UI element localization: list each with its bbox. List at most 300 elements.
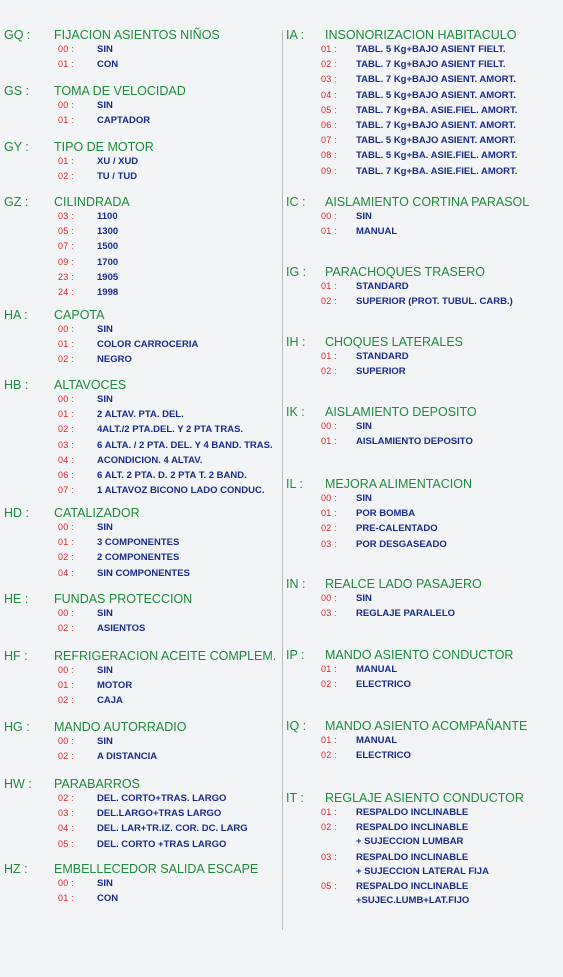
- option-group: [283, 477, 563, 552]
- option-code: 04 :: [58, 823, 74, 834]
- option-label: DEL. LAR+TR.IZ. COR. DC. LARG: [97, 823, 248, 835]
- section-code: GS :: [4, 84, 30, 98]
- option-row: [0, 734, 282, 749]
- section-heading: [283, 195, 563, 209]
- section-code: IC :: [286, 195, 306, 209]
- option-label: SUPERIOR: [356, 366, 406, 378]
- section-code: IA :: [286, 28, 305, 42]
- option-code: 03 :: [321, 538, 337, 549]
- option-row: [0, 693, 282, 708]
- option-code: 03 :: [321, 74, 337, 85]
- section-title: REFRIGERACION ACEITE COMPLEM.: [54, 649, 277, 663]
- option-row: [283, 434, 563, 449]
- option-row: [283, 164, 563, 179]
- option-code: 02 :: [58, 424, 74, 435]
- option-row: [0, 606, 282, 621]
- option-row: [283, 224, 563, 239]
- option-row: [283, 591, 563, 606]
- option-code: 23 :: [58, 271, 74, 282]
- option-code: 01 :: [321, 436, 337, 447]
- section-heading: [0, 649, 282, 663]
- option-row: [283, 148, 563, 163]
- option-row: [283, 748, 563, 763]
- option-label: + SUJECCION LUMBAR: [356, 836, 464, 848]
- option-label: + SUJECCION LATERAL FIJA: [356, 865, 489, 877]
- option-code: 04 :: [58, 454, 74, 465]
- option-label: CON: [97, 893, 119, 905]
- section-title: TOMA DE VELOCIDAD: [54, 84, 186, 98]
- option-code: 00 :: [58, 394, 74, 404]
- section-heading: [0, 28, 282, 42]
- option-code: 00 :: [58, 324, 74, 334]
- option-code: 02 :: [58, 623, 74, 634]
- section-title: CILINDRADA: [54, 195, 130, 209]
- option-label: SIN: [356, 421, 372, 432]
- section-heading: [0, 84, 282, 98]
- section-code: GZ :: [4, 195, 29, 209]
- section-heading: [283, 265, 563, 279]
- option-group: [0, 649, 282, 709]
- section-heading: [283, 477, 563, 491]
- option-label: ELECTRICO: [356, 750, 411, 762]
- section-title: REGLAJE ASIENTO CONDUCTOR: [325, 791, 524, 805]
- option-row: [0, 468, 282, 483]
- section-code: IH :: [286, 335, 306, 349]
- option-label: SIN: [97, 394, 113, 405]
- option-group: [0, 195, 282, 300]
- option-label: SIN: [97, 665, 113, 676]
- option-row: [0, 891, 282, 906]
- option-label: STANDARD: [356, 281, 409, 292]
- option-label: 1905: [97, 271, 119, 283]
- option-label: DEL. CORTO +TRAS LARGO: [97, 838, 227, 850]
- section-heading: [283, 28, 563, 42]
- option-label: 1100: [97, 211, 118, 222]
- option-row: [283, 879, 563, 894]
- section-code: HF :: [4, 649, 28, 663]
- section-heading: [0, 378, 282, 392]
- option-row: [0, 876, 282, 891]
- option-row: [283, 850, 563, 865]
- option-row: [0, 98, 282, 113]
- section-code: IG :: [286, 265, 307, 279]
- option-group: [0, 720, 282, 764]
- option-row: [0, 821, 282, 836]
- option-label: MANUAL: [356, 226, 398, 238]
- option-label: TABL. 7 Kg+BA. ASIE.FIEL. AMORT.: [356, 165, 518, 177]
- section-title: INSONORIZACION HABITACULO: [325, 28, 517, 42]
- option-row: [0, 438, 282, 453]
- option-code: 02 :: [321, 296, 337, 307]
- option-code: 01 :: [321, 508, 337, 519]
- option-label: 1998: [97, 287, 119, 299]
- option-label: RESPALDO INCLINABLE: [356, 881, 469, 893]
- section-code: IL :: [286, 477, 303, 491]
- section-code: HG :: [4, 720, 30, 734]
- option-code: 01 :: [58, 115, 74, 126]
- option-row: [283, 279, 563, 294]
- option-label: POR BOMBA: [356, 508, 416, 520]
- section-title: MANDO AUTORRADIO: [54, 720, 187, 734]
- option-row: [0, 322, 282, 337]
- option-label: SIN: [356, 593, 372, 604]
- option-row: [0, 837, 282, 852]
- option-row: [283, 662, 563, 677]
- option-row: [0, 255, 282, 270]
- option-row: [0, 535, 282, 550]
- section-code: HZ :: [4, 862, 28, 876]
- option-label: TABL. 5 Kg+BA. ASIE.FIEL. AMORT.: [356, 150, 518, 162]
- option-row: [283, 865, 563, 879]
- section-title: CAPOTA: [54, 308, 105, 322]
- option-row: [0, 483, 282, 498]
- option-row: [0, 678, 282, 693]
- option-label: PRE-CALENTADO: [356, 523, 438, 535]
- option-code: 04 :: [321, 89, 337, 100]
- option-label: 6 ALTA. / 2 PTA. DEL. Y 4 BAND. TRAS.: [97, 439, 273, 451]
- option-label: SIN: [97, 878, 113, 889]
- option-label: REGLAJE PARALELO: [356, 608, 456, 620]
- option-row: [283, 805, 563, 820]
- option-code: 02 :: [58, 793, 74, 803]
- option-code: 03 :: [58, 808, 74, 819]
- option-code: 02 :: [321, 679, 337, 690]
- option-code: 00 :: [321, 493, 337, 503]
- option-row: [283, 57, 563, 72]
- option-label: TU / TUD: [97, 171, 138, 183]
- option-group: [0, 862, 282, 906]
- section-code: HW :: [4, 777, 32, 791]
- section-code: IQ :: [286, 719, 307, 733]
- option-row: [0, 224, 282, 239]
- option-code: 01 :: [321, 664, 337, 674]
- option-row: [0, 749, 282, 764]
- option-code: 01 :: [321, 226, 337, 237]
- option-row: [0, 154, 282, 169]
- option-row: [283, 506, 563, 521]
- option-label: 3 COMPONENTES: [97, 537, 180, 549]
- section-title: CHOQUES LATERALES: [325, 335, 464, 349]
- option-label: TABL. 5 Kg+BAJO ASIENT FIELT.: [356, 44, 506, 55]
- option-label: 1300: [97, 226, 119, 238]
- option-label: TABL. 7 Kg+BAJO ASIENT FIELT.: [356, 59, 506, 71]
- option-code: 07 :: [58, 485, 74, 496]
- section-heading: [283, 405, 563, 419]
- option-row: [0, 791, 282, 806]
- section-heading: [283, 577, 563, 591]
- option-row: [0, 407, 282, 422]
- option-row: [0, 566, 282, 581]
- option-code: 00 :: [321, 593, 337, 603]
- option-code: 01 :: [321, 735, 337, 745]
- option-label: CAJA: [97, 695, 123, 707]
- option-group: [283, 265, 563, 309]
- option-label: 1500: [97, 241, 119, 253]
- option-row: [283, 294, 563, 309]
- option-group: [283, 648, 563, 692]
- section-code: HE :: [4, 592, 29, 606]
- section-title: PARACHOQUES TRASERO: [325, 265, 485, 279]
- option-label: 4ALT./2 PTA.DEL. Y 2 PTA TRAS.: [97, 424, 244, 436]
- option-code: 01 :: [58, 339, 74, 350]
- option-label: 2 COMPONENTES: [97, 552, 180, 564]
- option-code: 24 :: [58, 287, 74, 298]
- option-label: DEL. CORTO+TRAS. LARGO: [97, 793, 227, 804]
- option-label: TABL. 7 Kg+BAJO ASIENT. AMORT.: [356, 120, 516, 132]
- option-label: XU / XUD: [97, 156, 139, 167]
- option-code: 01 :: [321, 44, 337, 54]
- option-code: 01 :: [58, 409, 74, 420]
- section-title: REALCE LADO PASAJERO: [325, 577, 482, 591]
- option-label: TABL. 5 Kg+BAJO ASIENT. AMORT.: [356, 89, 516, 101]
- option-label: NEGRO: [97, 354, 132, 366]
- option-row: [283, 118, 563, 133]
- section-code: IN :: [286, 577, 306, 591]
- option-code: 00 :: [58, 522, 74, 532]
- option-label: POR DESGASEADO: [356, 538, 447, 550]
- section-title: AISLAMIENTO CORTINA PARASOL: [325, 195, 530, 209]
- option-code: 08 :: [321, 150, 337, 161]
- option-row: [283, 677, 563, 692]
- option-group: [0, 506, 282, 581]
- option-label: DEL.LARGO+TRAS LARGO: [97, 808, 222, 820]
- section-heading: [0, 777, 282, 791]
- option-label: MANUAL: [356, 735, 398, 746]
- option-code: 02 :: [58, 171, 74, 182]
- option-row: [283, 72, 563, 87]
- option-code: 09 :: [321, 165, 337, 176]
- section-heading: [0, 140, 282, 154]
- option-row: [0, 113, 282, 128]
- option-code: 00 :: [58, 100, 74, 110]
- section-code: IP :: [286, 648, 305, 662]
- section-title: CATALIZADOR: [54, 506, 140, 520]
- option-label: SIN: [356, 493, 372, 504]
- option-row: [0, 422, 282, 437]
- option-row: [283, 835, 563, 849]
- option-code: 01 :: [321, 281, 337, 291]
- section-title: MANDO ASIENTO ACOMPAÑANTE: [325, 719, 528, 733]
- option-code: 03 :: [58, 439, 74, 450]
- option-row: [283, 820, 563, 835]
- option-row: [0, 520, 282, 535]
- option-label: ASIENTOS: [97, 623, 146, 635]
- option-group: [283, 577, 563, 621]
- option-label: SIN: [97, 44, 113, 55]
- option-label: 6 ALT. 2 PTA. D. 2 PTA T. 2 BAND.: [97, 470, 247, 482]
- section-code: IT :: [286, 791, 304, 805]
- option-row: [283, 349, 563, 364]
- option-group: [0, 84, 282, 128]
- section-heading: [0, 592, 282, 606]
- option-row: [283, 537, 563, 552]
- option-code: 01 :: [321, 351, 337, 361]
- option-label: COLOR CARROCERIA: [97, 339, 199, 351]
- option-code: 02 :: [321, 523, 337, 534]
- option-row: [0, 239, 282, 254]
- section-code: GQ :: [4, 28, 31, 42]
- option-group: [0, 28, 282, 72]
- option-label: SIN COMPONENTES: [97, 567, 190, 579]
- option-row: [0, 392, 282, 407]
- option-label: RESPALDO INCLINABLE: [356, 851, 469, 863]
- section-title: MEJORA ALIMENTACION: [325, 477, 473, 491]
- option-row: [0, 209, 282, 224]
- option-label: ELECTRICO: [356, 679, 411, 691]
- option-code: 05 :: [321, 881, 337, 892]
- option-row: [0, 169, 282, 184]
- option-code: 02 :: [58, 695, 74, 706]
- option-code: 00 :: [58, 736, 74, 746]
- option-row: [0, 663, 282, 678]
- section-title: PARABARROS: [54, 777, 140, 791]
- section-heading: [283, 719, 563, 733]
- option-code: 07 :: [58, 241, 74, 252]
- option-label: SIN: [97, 100, 113, 111]
- option-row: [0, 270, 282, 285]
- section-code: GY :: [4, 140, 29, 154]
- option-group: [283, 28, 563, 179]
- option-label: MANUAL: [356, 664, 398, 675]
- section-heading: [0, 195, 282, 209]
- section-title: FUNDAS PROTECCION: [54, 592, 193, 606]
- option-group: [0, 308, 282, 368]
- option-row: [283, 491, 563, 506]
- section-heading: [0, 506, 282, 520]
- option-code: 02 :: [58, 751, 74, 762]
- option-label: 1700: [97, 256, 119, 268]
- section-heading: [283, 335, 563, 349]
- option-label: SIN: [97, 522, 113, 533]
- option-label: SIN: [97, 736, 113, 747]
- option-code: 01 :: [58, 537, 74, 548]
- section-code: IK :: [286, 405, 305, 419]
- option-code: 05 :: [321, 104, 337, 115]
- option-code: 01 :: [58, 59, 74, 70]
- option-row: [0, 550, 282, 565]
- section-title: FIJACION ASIENTOS NIÑOS: [54, 28, 220, 42]
- option-code: 02 :: [58, 552, 74, 563]
- option-code: 06 :: [321, 120, 337, 131]
- option-group: [0, 378, 282, 498]
- option-row: [0, 285, 282, 300]
- option-label: TABL. 7 Kg+BAJO ASIENT. AMORT.: [356, 74, 516, 86]
- option-code: 01 :: [58, 156, 74, 166]
- section-title: MANDO ASIENTO CONDUCTOR: [325, 648, 514, 662]
- option-label: TABL. 5 Kg+BAJO ASIENT. AMORT.: [356, 135, 516, 147]
- option-code: 02 :: [58, 354, 74, 365]
- option-code: 00 :: [58, 665, 74, 675]
- option-code: 00 :: [58, 878, 74, 888]
- option-label: STANDARD: [356, 351, 409, 362]
- section-heading: [283, 791, 563, 805]
- section-heading: [0, 308, 282, 322]
- option-code: 09 :: [58, 256, 74, 267]
- option-label: TABL. 7 Kg+BA. ASIE.FIEL. AMORT.: [356, 104, 518, 116]
- option-code: 03 :: [321, 608, 337, 619]
- option-row: [283, 521, 563, 536]
- option-row: [0, 57, 282, 72]
- option-row: [0, 621, 282, 636]
- option-code: 02 :: [321, 366, 337, 377]
- option-row: [283, 606, 563, 621]
- section-heading: [0, 720, 282, 734]
- option-group: [283, 405, 563, 449]
- section-title: ALTAVOCES: [54, 378, 127, 392]
- option-label: A DISTANCIA: [97, 751, 158, 763]
- option-row: [0, 453, 282, 468]
- option-code: 06 :: [58, 470, 74, 481]
- option-code: 02 :: [321, 822, 337, 833]
- option-code: 05 :: [58, 838, 74, 849]
- option-label: AISLAMIENTO DEPOSITO: [356, 436, 473, 448]
- option-label: ACONDICION. 4 ALTAV.: [97, 454, 203, 466]
- option-label: +SUJEC.LUMB+LAT.FIJO: [356, 895, 470, 907]
- option-label: SUPERIOR (PROT. TUBUL. CARB.): [356, 296, 513, 308]
- option-label: RESPALDO INCLINABLE: [356, 822, 469, 834]
- option-row: [283, 894, 563, 908]
- option-group: [283, 335, 563, 379]
- option-code: 02 :: [321, 750, 337, 761]
- option-group: [0, 592, 282, 636]
- section-title: EMBELLECEDOR SALIDA ESCAPE: [54, 862, 259, 876]
- option-code: 03 :: [321, 851, 337, 862]
- option-code: 04 :: [58, 567, 74, 578]
- option-label: 1 ALTAVOZ BICONO LADO CONDUC.: [97, 485, 265, 497]
- option-row: [283, 209, 563, 224]
- section-code: HD :: [4, 506, 29, 520]
- option-code: 05 :: [58, 226, 74, 237]
- option-code: 01 :: [58, 680, 74, 691]
- option-row: [283, 103, 563, 118]
- option-code: 07 :: [321, 135, 337, 146]
- option-row: [283, 419, 563, 434]
- option-label: RESPALDO INCLINABLE: [356, 807, 469, 818]
- option-code: 03 :: [58, 211, 74, 221]
- option-label: SIN: [97, 324, 113, 335]
- option-label: 2 ALTAV. PTA. DEL.: [97, 409, 184, 421]
- option-code: 00 :: [321, 421, 337, 431]
- option-label: MOTOR: [97, 680, 133, 692]
- option-row: [283, 364, 563, 379]
- option-group: [283, 195, 563, 239]
- option-code: 00 :: [58, 608, 74, 618]
- section-heading: [0, 862, 282, 876]
- section-code: HB :: [4, 378, 29, 392]
- option-group: [283, 791, 563, 908]
- section-title: AISLAMIENTO DEPOSITO: [325, 405, 477, 419]
- option-code: 01 :: [58, 893, 74, 904]
- option-row: [283, 88, 563, 103]
- option-group: [283, 719, 563, 763]
- option-label: CAPTADOR: [97, 115, 151, 127]
- section-heading: [283, 648, 563, 662]
- option-label: SIN: [356, 211, 372, 222]
- option-row: [283, 133, 563, 148]
- option-code: 00 :: [58, 44, 74, 54]
- option-code: 01 :: [321, 807, 337, 817]
- option-row: [283, 733, 563, 748]
- option-row: [283, 42, 563, 57]
- option-group: [0, 777, 282, 852]
- option-code: 02 :: [321, 59, 337, 70]
- section-code: HA :: [4, 308, 28, 322]
- option-label: CON: [97, 59, 119, 71]
- option-row: [0, 352, 282, 367]
- option-code: 00 :: [321, 211, 337, 221]
- option-row: [0, 806, 282, 821]
- option-label: SIN: [97, 608, 113, 619]
